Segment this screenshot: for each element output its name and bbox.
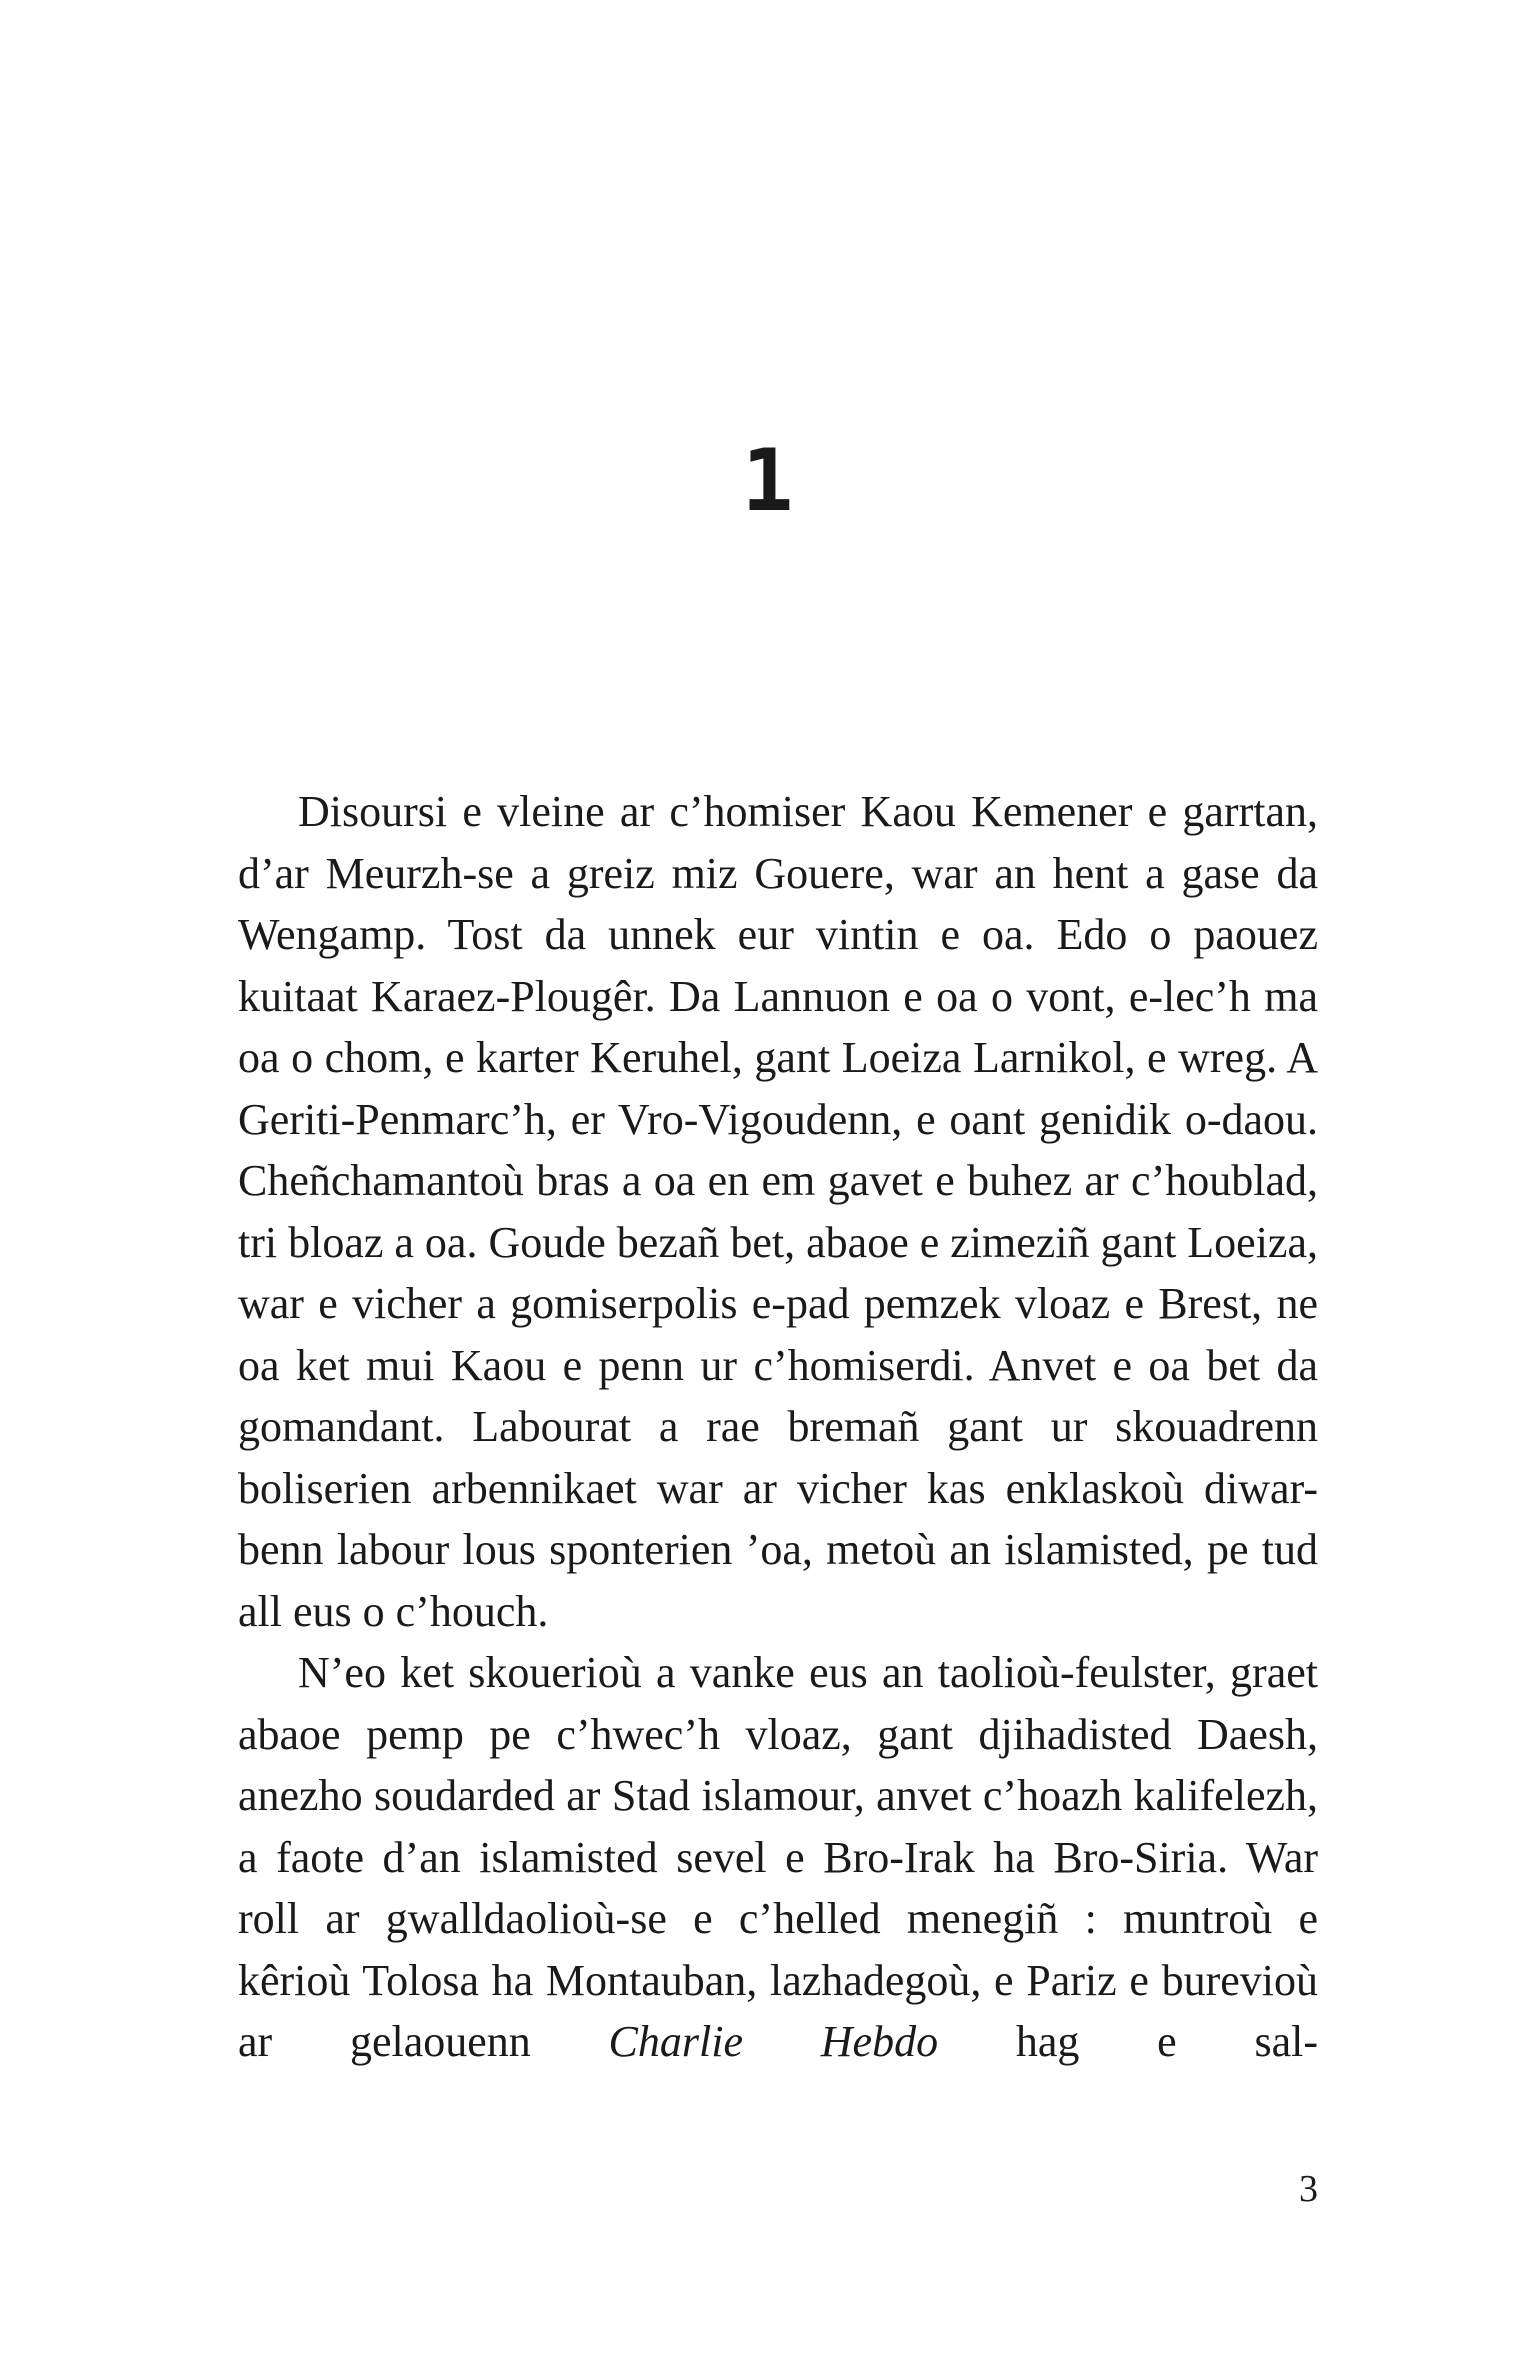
paragraph-1: Disoursi e vleine ar c’homiser Kaou Kemener e garrtan, d’ar Meurzh-se a greiz miz Gouere, war an hent a gase da Wengamp. Tost da unnek eur vintin e oa. Edo o paouez kuitaat Karaez-Plougêr. Da Lannuon e oa o vont, e-lec’h ma oa o chom, e karter Keruhel, gant Loeiza Larnikol, e wreg. A Geriti-Penmarc’h, er Vro-Vigoudenn, e oant genidik o-daou. Cheñchamantoù bras a oa en em gavet e buhez ar c’houblad, tri bloaz a oa. Goude bezañ bet, abaoe e zimeziñ gant Loeiza, war e vicher a gomiserpolis e-pad pemzek vloaz e Brest, ne oa ket mui Kaou e penn ur c’homiserdi. Anvet e oa bet da gomandant. Labourat a rae bremañ gant ur skouadrenn boliserien arbennikaet war ar vicher kas enklaskoù diwar-benn labour lous sponterien ’oa, metoù an islamisted, pe tud all eus o c’houch. <box>238 787 1318 1636</box>
paragraph-2 <box>238 1642 1318 2073</box>
publication-title: Charlie Hebdo <box>608 2017 939 2066</box>
page-number: 3 <box>1299 2168 1318 2210</box>
body-text <box>238 781 1318 2073</box>
paragraph-2-text-before: N’eo ket skouerioù a vanke eus an taolioù-feulster, graet abaoe pemp pe c’hwec’h vloaz, gant djihadisted Daesh, anezho soudarded ar Stad islamour, anvet c’hoazh kalifelezh, a faote d’an islamisted sevel e Bro-Irak ha Bro-Siria. War roll ar gwalldaolioù-se e c’helled menegiñ : muntroù e kêrioù Tolosa ha Montauban, lazhadegoù, e Pariz e burevioù ar gelaouenn <box>238 1648 1318 2066</box>
paragraph-2-text-after: hag e sal- <box>938 2017 1318 2066</box>
chapter-number: 1 <box>741 431 794 531</box>
